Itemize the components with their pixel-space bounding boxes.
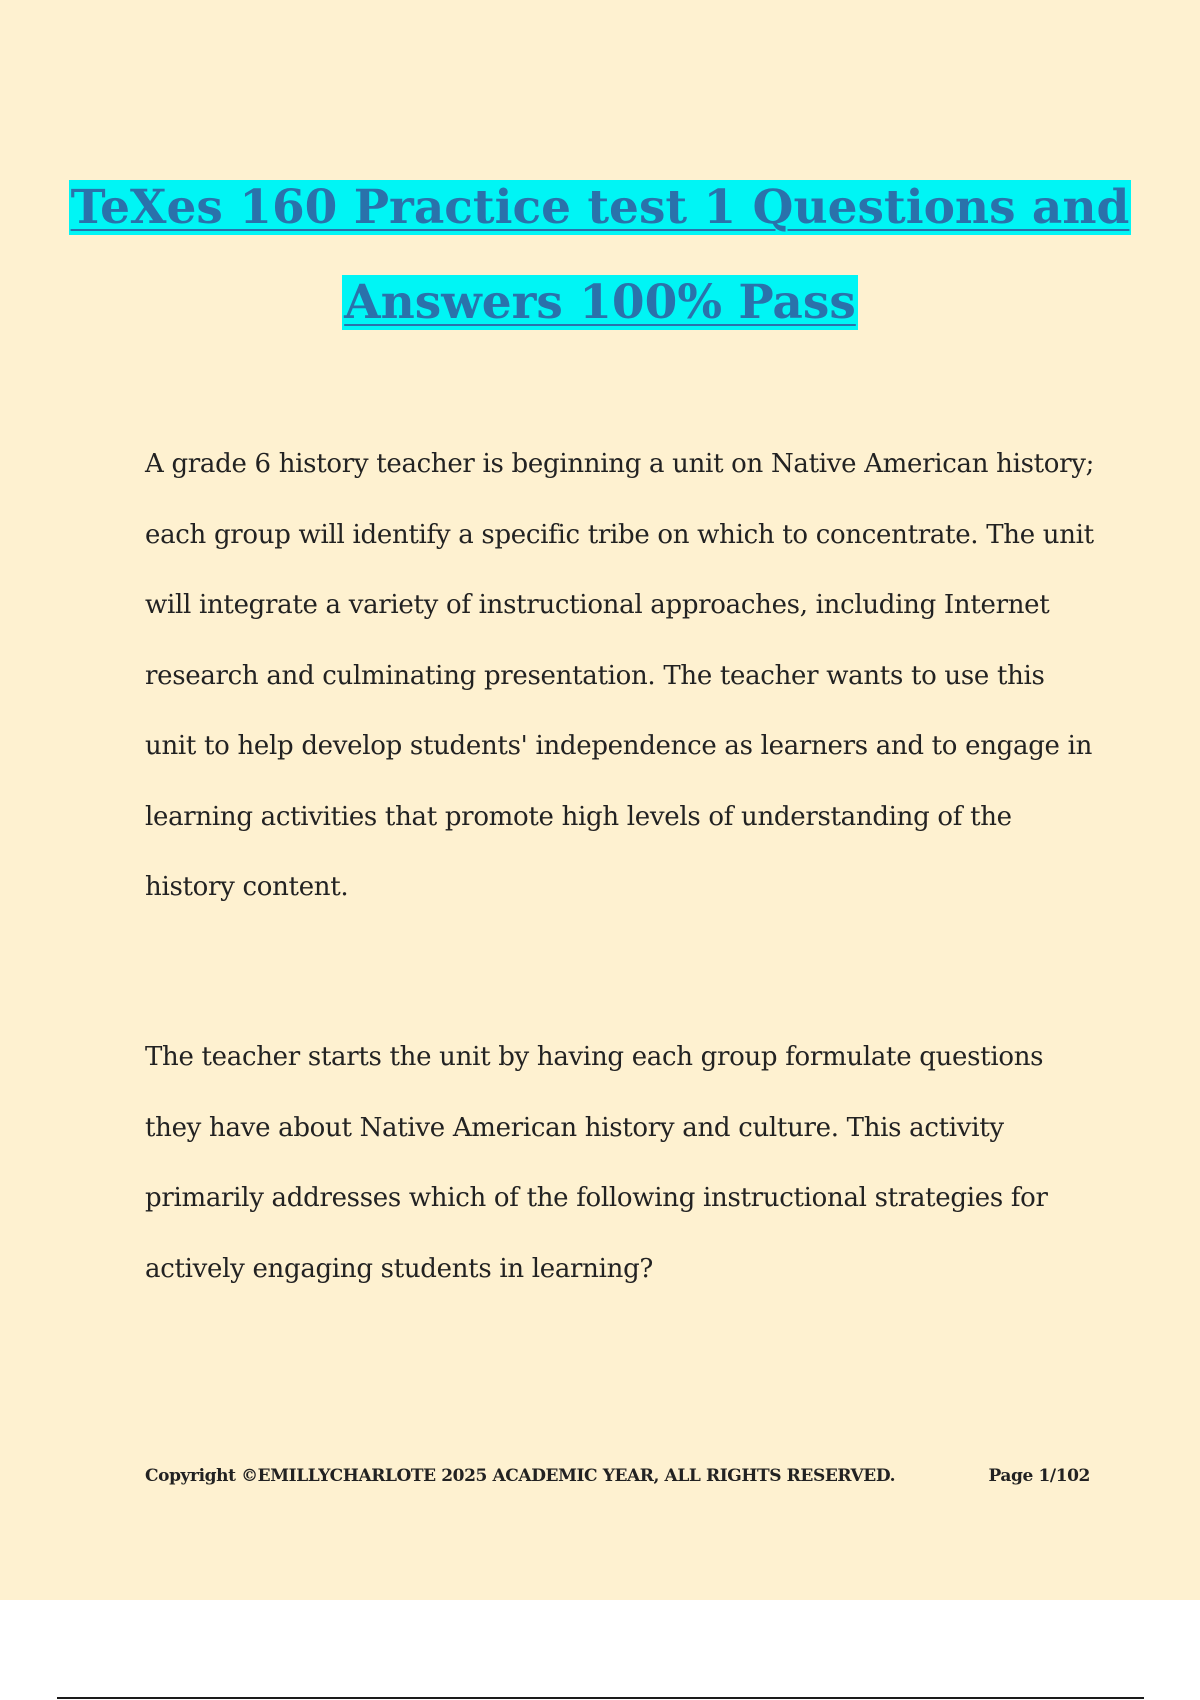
page-footer [145, 1466, 1090, 1486]
bottom-divider [57, 1697, 1144, 1699]
question-context-paragraph: A grade 6 history teacher is beginning a unit on Native American history; each group will identify a specific tribe on which to concentrate. The unit will integrate a variety of instructional approaches, including Internet research and culminating presentation. The teacher wants to use this unit to help develop students' independence as learners and to engage in learning activities that promote high levels of understanding of the history content. [145, 449, 1095, 902]
title-line-1: TeXes 160 Practice test 1 Questions and [70, 180, 1130, 235]
copyright-notice: Copyright ©EMILLYCHARLOTE 2025 ACADEMIC YEAR, ALL RIGHTS RESERVED. [145, 1466, 896, 1486]
page-number: Page 1/102 [988, 1466, 1090, 1486]
title-line-2: Answers 100% Pass [344, 275, 856, 330]
document-title [0, 160, 1200, 350]
question-paragraph: The teacher starts the unit by having each group formulate questions they have about Native American history and culture. This activity primarily addresses which of the following instructional strategies for actively engaging students in learning? [145, 1042, 1048, 1284]
